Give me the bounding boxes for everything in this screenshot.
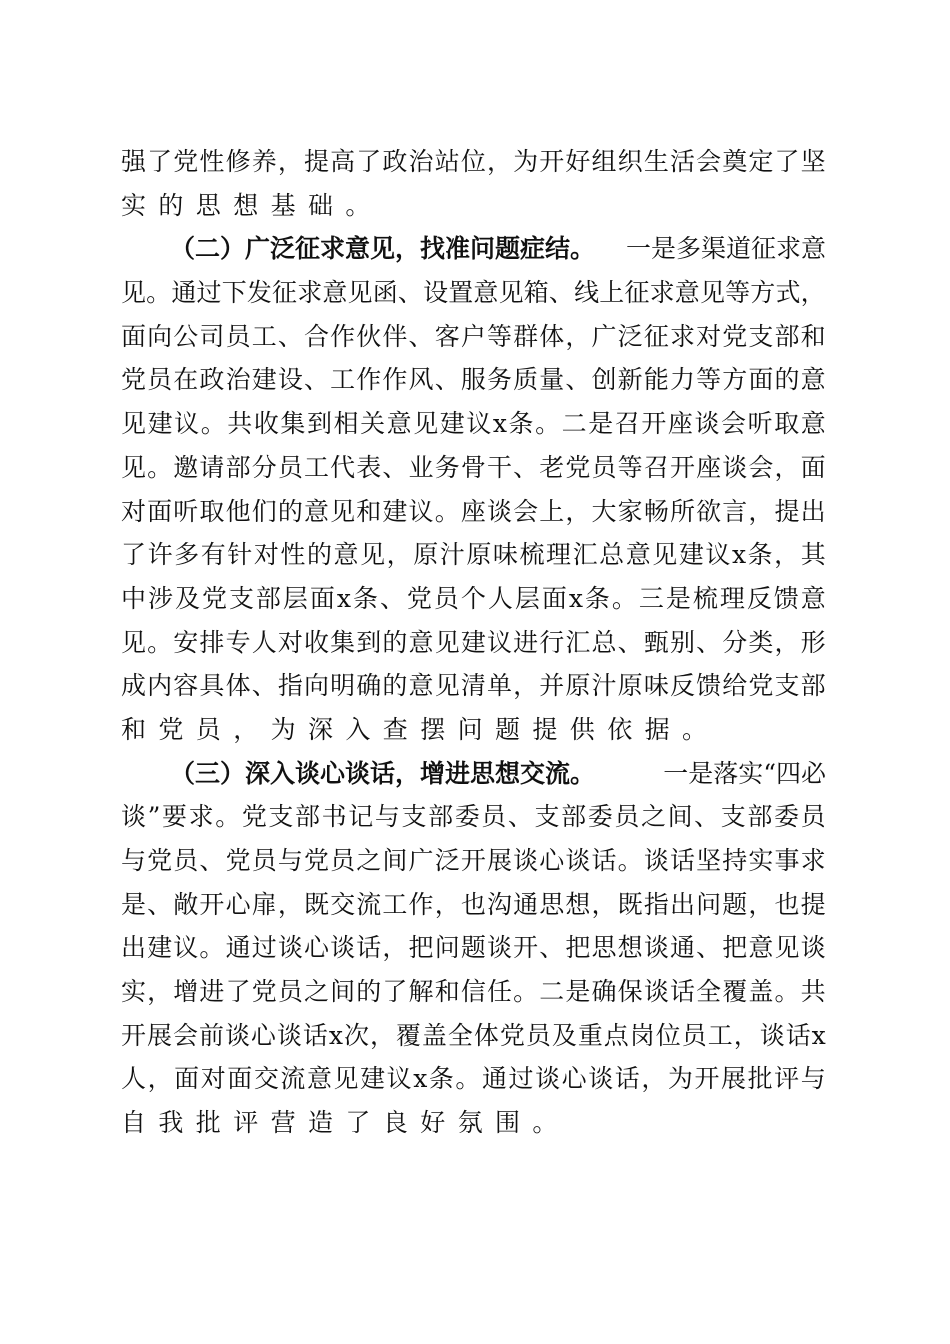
paragraph-first-line	[121, 227, 826, 271]
section-heading-2: （二）广泛征求意见，找准问题症结。	[170, 234, 596, 264]
text-line: 开 展 会 前 谈 心 谈 话 x 次 ， 覆 盖 全 体 党 员 及 重 点 岗 位 员 工 ， 谈 话 x	[121, 1020, 826, 1050]
text-line: 见 。 安 排 专 人 对 收 集 到 的 意 见 建 议 进 行 汇 总 、 甄 别 、 分 类 ， 形	[121, 627, 826, 657]
text-line: 是 、 敞 开 心 扉 ， 既 交 流 工 作 ， 也 沟 通 思 想 ， 既 指 出 问 题 ， 也 提	[121, 889, 826, 919]
text-line: 见 。 邀 请 部 分 员 工 代 表 、 业 务 骨 干 、 老 党 员 等 召 开 座 谈 会 ， 面	[121, 452, 826, 482]
text-line: 对 面 听 取 他 们 的 意 见 和 建 议 。 座 谈 会 上 ， 大 家 畅 所 欲 言 ， 提 出	[121, 496, 826, 526]
text-line: 党 员 在 政 治 建 设 、 工 作 作 风 、 服 务 质 量 、 创 新 能 力 等 方 面 的 意	[121, 365, 826, 395]
text-line: 成 内 容 具 体 、 指 向 明 确 的 意 见 清 单 ， 并 原 汁 原 味 反 馈 给 党 支 部	[121, 671, 826, 701]
text-line: 面 向 公 司 员 工 、 合 作 伙 伴 、 客 户 等 群 体 ， 广 泛 征 求 对 党 支 部 和	[121, 321, 826, 351]
text-line: 与 党 员 、 党 员 与 党 员 之 间 广 泛 开 展 谈 心 谈 话 。 谈 话 坚 持 实 事 求	[121, 846, 826, 875]
text-line: 人 ， 面 对 面 交 流 意 见 建 议 x 条 。 通 过 谈 心 谈 话 ， 为 开 展 批 评 与	[121, 1064, 826, 1094]
text-line: 实的思想基础。	[121, 190, 383, 220]
text-line: 见 。 通 过 下 发 征 求 意 见 函 、 设 置 意 见 箱 、 线 上 征 求 意 见 等 方 式 ，	[121, 278, 826, 308]
text-line: 了 许 多 有 针 对 性 的 意 见 ， 原 汁 原 味 梳 理 汇 总 意 见 建 议 x 条 ， 其	[121, 540, 826, 570]
text-line: 谈 ” 要 求 。 党 支 部 书 记 与 支 部 委 员 、 支 部 委 员 之 间 、 支 部 委 员	[121, 802, 826, 832]
text-line: 强 了 党 性 修 养 ， 提 高 了 政 治 站 位 ， 为 开 好 组 织 生 活 会 奠 定 了 坚	[121, 147, 826, 176]
document-page	[121, 140, 826, 1145]
text-segment: 一是落实“四必	[663, 758, 826, 788]
text-line: 自我批评营造了良好氛围。	[121, 1108, 570, 1138]
text-segment: 一是多渠道征求意	[625, 234, 826, 264]
paragraph-first-line	[121, 752, 826, 796]
text-line: 出 建 议 。 通 过 谈 心 谈 话 ， 把 问 题 谈 开 、 把 思 想 谈 通 、 把 意 见 谈	[121, 933, 826, 963]
section-heading-3: （三）深入谈心谈话，增进思想交流。	[170, 758, 596, 788]
text-line: 和党员，为深入查摆问题提供依据。	[121, 714, 720, 744]
text-line: 见 建 议 。 共 收 集 到 相 关 意 见 建 议 x 条 。 二 是 召 开 座 谈 会 听 取 意	[121, 409, 826, 439]
text-line: 实 ， 增 进 了 党 员 之 间 的 了 解 和 信 任 。 二 是 确 保 谈 话 全 覆 盖 。 共	[121, 977, 826, 1007]
text-line: 中 涉 及 党 支 部 层 面 x 条 、 党 员 个 人 层 面 x 条 。 三 是 梳 理 反 馈 意	[121, 583, 826, 613]
